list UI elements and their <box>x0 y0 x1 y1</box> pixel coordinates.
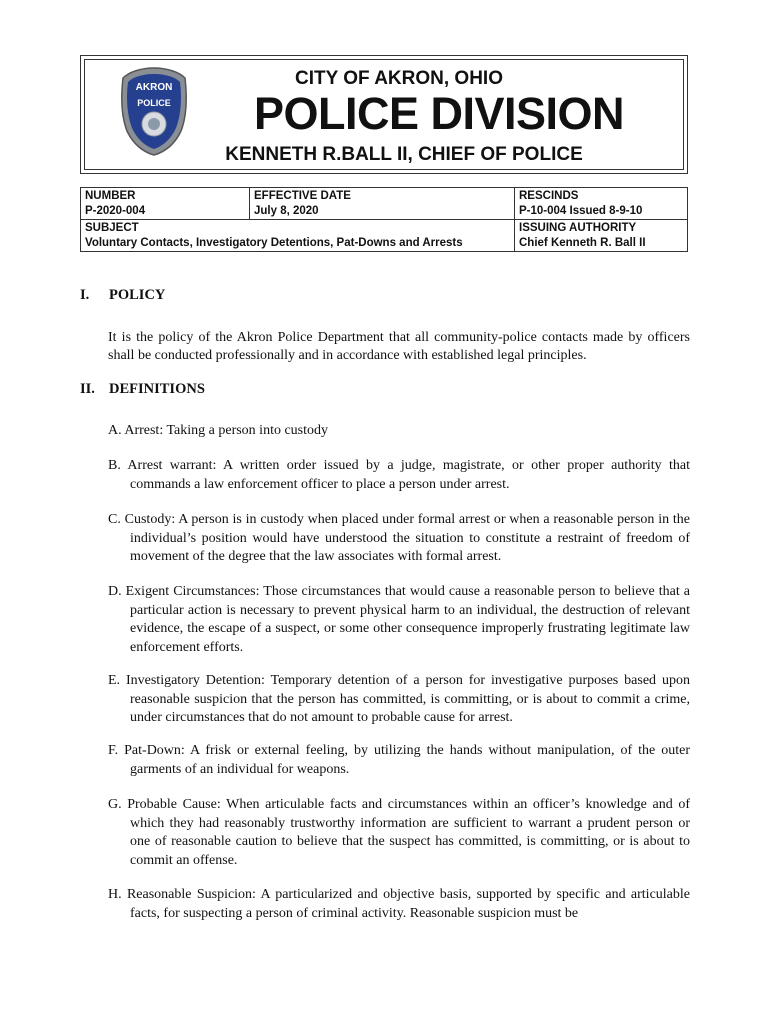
definition-item: G. Probable Cause: When articulable facts and circumstances within an officer’s knowledge and of which they had reasonably trustworthy information are sufficient to warrant a prudent person or one of reasonable caution to believe that the suspect has committed, is committing, or is about to commit an offense. <box>108 797 690 868</box>
definitions-title: DEFINITIONS <box>109 381 205 397</box>
subject-value: Voluntary Contacts, Investigatory Detentions, Pat-Downs and Arrests <box>85 236 463 249</box>
rescinds-label: RESCINDS <box>519 190 579 202</box>
effective-date-label: EFFECTIVE DATE <box>254 190 351 202</box>
badge-top-text: AKRON <box>135 82 173 93</box>
issuing-authority-cell <box>515 220 688 252</box>
rescinds-value: P-10-004 Issued 8-9-10 <box>519 204 643 217</box>
letterhead-inner-border <box>84 59 684 170</box>
division-title: POLICE DIVISION <box>253 88 625 139</box>
number-cell <box>81 188 250 220</box>
number-label: NUMBER <box>85 190 136 202</box>
policy-title: POLICY <box>109 287 166 303</box>
city-name: CITY OF AKRON, OHIO <box>295 68 503 89</box>
number-value: P-2020-004 <box>85 204 146 217</box>
badge-bottom-text: POLICE <box>137 98 171 108</box>
effective-date-value: July 8, 2020 <box>254 204 319 217</box>
rescinds-cell <box>515 188 688 220</box>
definition-item: C. Custody: A person is in custody when placed under formal arrest or when a reasonable person in the individual’s position would have understood the situation to constitute a restraint of freedom of movement of the degree that the law associates with formal arrest. <box>108 512 690 564</box>
definitions-number: II. <box>80 381 95 397</box>
definitions-heading <box>80 381 205 398</box>
definition-item: E. Investigatory Detention: Temporary detention of a person for investigative purposes based upon reasonable suspicion that the person has committed, is committing, or is about to commit a crime, under circumstances that do not amount to probable cause for arrest. <box>108 673 690 725</box>
definition-item: A. Arrest: Taking a person into custody <box>108 423 329 438</box>
definition-item: F. Pat-Down: A frisk or external feeling, by utilizing the hands without manipulation, of the outer garments of an individual for weapons. <box>108 743 690 777</box>
definition-item: B. Arrest warrant: A written order issued by a judge, magistrate, or other proper authority that commands a law enforcement officer to place a person under arrest. <box>108 458 690 492</box>
definition-item: H. Reasonable Suspicion: A particularized and objective basis, supported by specific and articulable facts, for suspecting a person of criminal activity. Reasonable suspicion must be <box>108 887 690 921</box>
issuing-authority-value: Chief Kenneth R. Ball II <box>519 236 646 249</box>
chief-line: KENNETH R.BALL II, CHIEF OF POLICE <box>225 144 583 165</box>
policy-paragraph: It is the policy of the Akron Police Department that all community-police contacts made by officers shall be conducted professionally and in accordance with established legal principles. <box>108 330 690 363</box>
subject-cell <box>81 220 515 252</box>
subject-label: SUBJECT <box>85 222 139 234</box>
policy-number: I. <box>80 287 90 303</box>
definition-item: D. Exigent Circumstances: Those circumstances that would cause a reasonable person to believe that a particular action is necessary to prevent physical harm to an individual, the destruction of relevant evidence, the escape of a suspect, or some other consequence improperly frustrating legitimate law enforcement efforts. <box>108 584 690 655</box>
issuing-authority-label: ISSUING AUTHORITY <box>519 222 637 234</box>
letterhead-box <box>80 55 688 174</box>
policy-heading <box>80 287 165 304</box>
directive-metadata-table <box>80 187 688 252</box>
effective-date-cell <box>250 188 515 220</box>
